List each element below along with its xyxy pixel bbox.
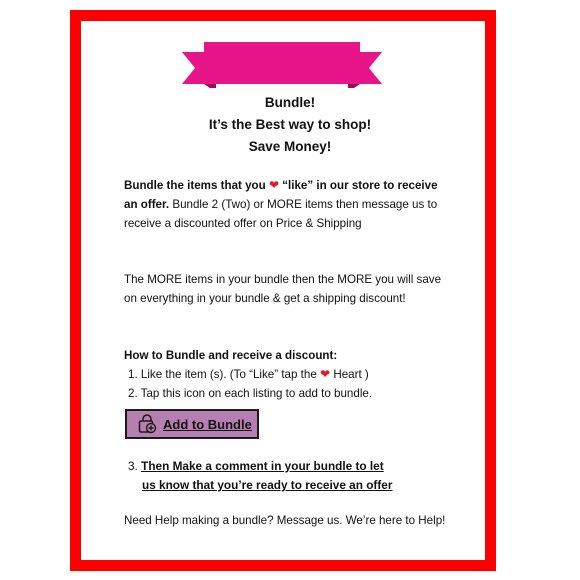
step-2: 2. Tap this icon on each listing to add to bundle. [128, 387, 373, 400]
add-to-bundle-button[interactable] [125, 409, 259, 439]
bag-plus-icon [137, 414, 157, 434]
intro-bold-b: “like” in our store to receive an offer. [124, 179, 438, 211]
more-items-paragraph: The MORE items in your bundle then the MORE you will save on everything in your bundle & get a shipping discount! [124, 273, 442, 305]
step-3-number: 3. [128, 459, 138, 473]
headline-line-1: Bundle! [264, 95, 316, 110]
how-to-section [124, 346, 454, 403]
intro-paragraph [124, 176, 454, 233]
ribbon-banner [182, 42, 382, 88]
intro-bold-a: Bundle the items that you [124, 179, 266, 192]
headline [140, 92, 440, 158]
headline-line-2: It’s the Best way to shop! [208, 117, 372, 132]
how-to-title: How to Bundle and receive a discount: [124, 349, 338, 362]
intro-rest: Bundle 2 (Two) or MORE items then message us to receive a discounted offer on Price & Shipping [124, 198, 438, 230]
add-to-bundle-label: Add to Bundle [163, 416, 252, 432]
step-1-text-a: 1. Like the item (s). (To “Like” tap the [128, 368, 317, 381]
heart-icon: ❤ [320, 367, 331, 381]
step-3-line-2: us know that you’re ready to receive an offer [142, 478, 393, 492]
step-1-text-b: Heart ) [333, 368, 369, 381]
how-to-steps [124, 365, 454, 403]
step-3 [128, 457, 458, 495]
step-1 [124, 365, 454, 384]
help-paragraph: Need Help making a bundle? Message us. We’re here to Help! [124, 514, 446, 527]
headline-line-3: Save Money! [248, 139, 332, 154]
heart-icon: ❤ [268, 178, 280, 192]
step-3-line-1: Then Make a comment in your bundle to let [141, 459, 384, 473]
